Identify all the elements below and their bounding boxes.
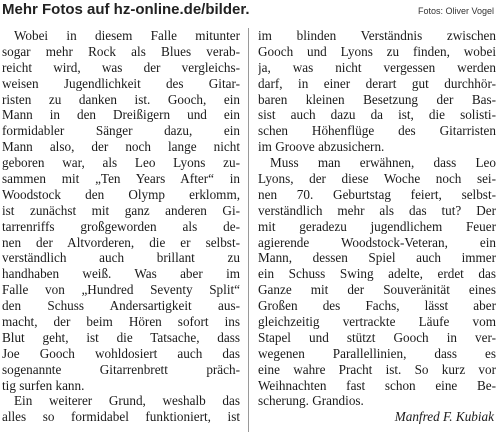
text-line: reicht wird, was der vergleichs- <box>2 59 240 75</box>
article-column-right <box>258 28 496 436</box>
photo-credit: Fotos: Oliver Vogel <box>417 6 494 16</box>
text-line: Großen des Fachs, lässt aber <box>258 298 496 314</box>
text-line: handhaben weiß. Was aber im <box>2 266 240 282</box>
text-line: nen 70. Geburtstag feiert, selbst- <box>258 186 496 202</box>
text-line: eine wahre Pracht ist. So kurz vor <box>258 361 496 377</box>
text-line: darf, in einer derart gut durchhör- <box>258 75 496 91</box>
photo-gallery-link-text: Mehr Fotos auf hz-online.de/bilder. <box>2 1 250 18</box>
text-line: Muss man erwähnen, dass Leo <box>270 155 496 171</box>
text-line: ein Schuss Swing adelte, erdet das <box>258 266 496 282</box>
text-line: Wobei in diesem Falle mitunter <box>14 28 240 43</box>
text-line: gleichzeitig vertrackte Läufe vom <box>258 314 496 330</box>
text-line: macht, der beim Hören sofort ins <box>2 314 240 330</box>
text-line: risten zu danken ist. Gooch, ein <box>2 91 240 107</box>
text-line: tarrenriffs großgeworden als de- <box>2 218 240 234</box>
text-line: Joe Gooch wohldosiert auch das <box>2 345 240 361</box>
text-line: wegenen Parallellinien, dass es <box>258 345 496 361</box>
text-line: weisen Jugendlichkeit des Gitar- <box>2 75 240 91</box>
text-line: im Groove abzusichern. <box>258 139 385 155</box>
text-line: Mann in den Dreißigern und ein <box>2 107 240 123</box>
text-line: nen der Altvorderen, die er selbst- <box>2 234 240 250</box>
author-byline: Manfred F. Kubiak <box>394 409 494 425</box>
page-header <box>0 0 500 26</box>
text-line: agierende Woodstock-Veteran, ein <box>258 234 496 250</box>
text-line: Ganze mit der Souveränität eines <box>258 282 496 298</box>
text-line: tig surfen kann. <box>2 377 85 393</box>
text-line: scherung. Grandios. <box>258 393 364 409</box>
text-line: Gooch und Lyons zu finden, wobei <box>258 43 496 59</box>
text-line: Mann also, der noch lange nicht <box>2 139 240 155</box>
text-line: geboren war, als Leo Lyons zu- <box>2 155 240 171</box>
text-line: Stapel und stützt Gooch in ver- <box>258 329 496 345</box>
text-line: schen Höhenflüge des Gitarristen <box>258 123 496 139</box>
text-line: Ein weiterer Grund, weshalb das <box>14 393 240 409</box>
text-line: Lyons, der diese Woche noch sei- <box>258 171 496 187</box>
text-line: sist auch dazu da ist, die solisti- <box>258 107 496 123</box>
text-line: ja, was nicht vergessen werden <box>258 59 496 75</box>
text-line: Blut geht, ist die Tatsache, dass <box>2 329 240 345</box>
text-line: Mann, dessen Spiel auch immer <box>258 250 496 266</box>
text-line: baren kleinen Besetzung der Bas- <box>258 91 496 107</box>
text-line: im blinden Verständnis zwischen <box>258 28 496 43</box>
text-line: verständlich mehr als das tut? Der <box>258 202 496 218</box>
column-divider <box>248 28 249 432</box>
text-line: mit geradezu jugendlichem Feuer <box>258 218 496 234</box>
text-line: Woodstock den Olymp erklomm, <box>2 186 240 202</box>
text-line: Weihnachten fast schon eine Be- <box>258 377 496 393</box>
text-line: Falle von „Hundred Seventy Split“ <box>2 282 240 298</box>
text-line: formidabler Sänger dazu, ein <box>2 123 240 139</box>
text-line: sogenannte Gitarrenbrett präch- <box>2 361 240 377</box>
text-line: verständlich auch brillant zu <box>2 250 240 266</box>
text-line: alles so formidabel funktioniert, ist <box>2 409 240 425</box>
article-column-left <box>2 28 240 436</box>
text-line: ist zunächst mit ganz anderen Gi- <box>2 202 240 218</box>
text-line: sammen mit „Ten Years After“ in <box>2 171 240 187</box>
text-line: den Schuss Andersartigkeit aus- <box>2 298 240 314</box>
text-line: sogar mehr Rock als Blues verab- <box>2 43 240 59</box>
